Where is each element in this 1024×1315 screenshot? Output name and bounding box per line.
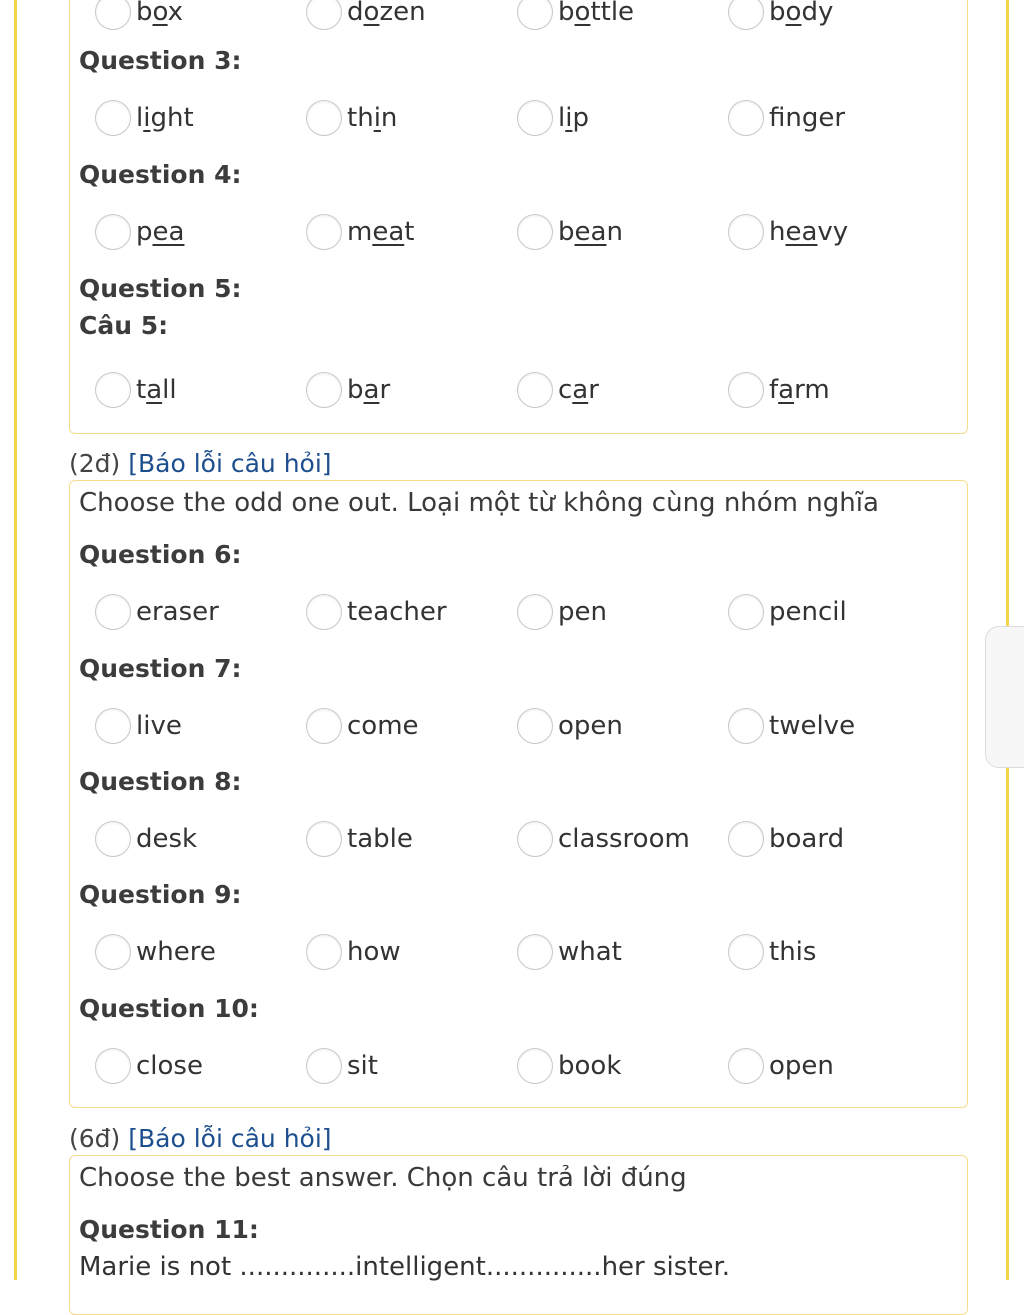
q5-option-a[interactable] bbox=[95, 370, 177, 410]
option-label: pen bbox=[558, 597, 607, 627]
section-2-instruction: Choose the odd one out. Loại một từ không cùng nhóm nghĩa bbox=[79, 488, 879, 518]
q4-option-b[interactable] bbox=[306, 212, 414, 252]
radio-button[interactable] bbox=[517, 934, 553, 970]
option-label: book bbox=[558, 1051, 622, 1081]
radio-button[interactable] bbox=[95, 0, 131, 30]
option-label: live bbox=[136, 711, 182, 741]
q2-option-c[interactable] bbox=[517, 0, 634, 32]
q10-option-a[interactable] bbox=[95, 1046, 203, 1086]
radio-button[interactable] bbox=[517, 708, 553, 744]
radio-button[interactable] bbox=[728, 708, 764, 744]
option-label: come bbox=[347, 711, 419, 741]
radio-button[interactable] bbox=[95, 1048, 131, 1084]
radio-button[interactable] bbox=[306, 0, 342, 30]
q7-option-b[interactable] bbox=[306, 706, 419, 746]
q6-option-b[interactable] bbox=[306, 592, 447, 632]
option-label: bar bbox=[347, 375, 391, 405]
question-3-title: Question 3: bbox=[79, 46, 242, 75]
side-drawer-handle[interactable] bbox=[985, 626, 1024, 768]
q3-option-d[interactable] bbox=[728, 98, 845, 138]
radio-button[interactable] bbox=[95, 100, 131, 136]
q2-option-b[interactable] bbox=[306, 0, 426, 32]
q7-option-d[interactable] bbox=[728, 706, 855, 746]
q5-option-c[interactable] bbox=[517, 370, 599, 410]
radio-button[interactable] bbox=[517, 100, 553, 136]
option-label: what bbox=[558, 937, 622, 967]
option-label: eraser bbox=[136, 597, 219, 627]
radio-button[interactable] bbox=[517, 1048, 553, 1084]
option-label: twelve bbox=[769, 711, 856, 741]
radio-button[interactable] bbox=[306, 821, 342, 857]
q9-option-d[interactable] bbox=[728, 932, 816, 972]
section-2-header bbox=[69, 449, 332, 478]
option-label: finger bbox=[769, 103, 846, 133]
radio-button[interactable] bbox=[728, 1048, 764, 1084]
q8-option-a[interactable] bbox=[95, 819, 197, 859]
q8-option-b[interactable] bbox=[306, 819, 413, 859]
option-label: classroom bbox=[558, 824, 690, 854]
radio-button[interactable] bbox=[728, 372, 764, 408]
option-label: where bbox=[136, 937, 216, 967]
q9-option-c[interactable] bbox=[517, 932, 622, 972]
report-error-link[interactable]: [Báo lỗi câu hỏi] bbox=[128, 1124, 332, 1153]
q10-option-c[interactable] bbox=[517, 1046, 621, 1086]
question-9-title: Question 9: bbox=[79, 880, 242, 909]
question-5-title: Question 5: bbox=[79, 274, 242, 303]
radio-button[interactable] bbox=[95, 934, 131, 970]
radio-button[interactable] bbox=[728, 594, 764, 630]
question-4-title: Question 4: bbox=[79, 160, 242, 189]
option-label: body bbox=[769, 0, 834, 27]
option-label: box bbox=[136, 0, 184, 27]
question-8-title: Question 8: bbox=[79, 767, 242, 796]
option-label: how bbox=[347, 937, 401, 967]
radio-button[interactable] bbox=[517, 372, 553, 408]
q5-option-b[interactable] bbox=[306, 370, 390, 410]
section-3-header bbox=[69, 1124, 332, 1153]
option-label: table bbox=[347, 824, 413, 854]
q3-option-b[interactable] bbox=[306, 98, 397, 138]
q2-option-a[interactable] bbox=[95, 0, 183, 32]
q8-option-c[interactable] bbox=[517, 819, 690, 859]
radio-button[interactable] bbox=[95, 594, 131, 630]
radio-button[interactable] bbox=[728, 214, 764, 250]
q6-option-d[interactable] bbox=[728, 592, 847, 632]
question-7-title: Question 7: bbox=[79, 654, 242, 683]
radio-button[interactable] bbox=[95, 214, 131, 250]
option-label: teacher bbox=[347, 597, 447, 627]
radio-button[interactable] bbox=[517, 0, 553, 30]
left-frame-border bbox=[14, 0, 17, 1280]
q4-option-d[interactable] bbox=[728, 212, 848, 252]
option-label: sit bbox=[347, 1051, 378, 1081]
option-label: light bbox=[136, 103, 194, 133]
option-label: desk bbox=[136, 824, 198, 854]
points-label: (6đ) bbox=[69, 1124, 121, 1153]
option-label: meat bbox=[347, 217, 415, 247]
q2-option-d[interactable] bbox=[728, 0, 833, 32]
question-11-title: Question 11: bbox=[79, 1215, 259, 1244]
q6-option-c[interactable] bbox=[517, 592, 607, 632]
q7-option-c[interactable] bbox=[517, 706, 623, 746]
radio-button[interactable] bbox=[306, 214, 342, 250]
radio-button[interactable] bbox=[95, 372, 131, 408]
option-label: farm bbox=[769, 375, 830, 405]
q6-option-a[interactable] bbox=[95, 592, 219, 632]
radio-button[interactable] bbox=[306, 100, 342, 136]
q4-option-c[interactable] bbox=[517, 212, 623, 252]
option-label: thin bbox=[347, 103, 398, 133]
section-3-instruction: Choose the best answer. Chọn câu trả lời đúng bbox=[79, 1163, 687, 1193]
option-label: close bbox=[136, 1051, 203, 1081]
radio-button[interactable] bbox=[306, 708, 342, 744]
q9-option-a[interactable] bbox=[95, 932, 216, 972]
option-label: car bbox=[558, 375, 599, 405]
radio-button[interactable] bbox=[95, 708, 131, 744]
radio-button[interactable] bbox=[728, 934, 764, 970]
radio-button[interactable] bbox=[517, 821, 553, 857]
question-11-sentence: Marie is not ..............intelligent..............her sister. bbox=[79, 1252, 731, 1282]
question-6-title: Question 6: bbox=[79, 540, 242, 569]
points-label: (2đ) bbox=[69, 449, 121, 478]
option-label: open bbox=[558, 711, 623, 741]
q10-option-b[interactable] bbox=[306, 1046, 378, 1086]
option-label: pea bbox=[136, 217, 185, 247]
question-5-subtitle: Câu 5: bbox=[79, 311, 169, 340]
option-label: open bbox=[769, 1051, 834, 1081]
radio-button[interactable] bbox=[95, 821, 131, 857]
q5-option-d[interactable] bbox=[728, 370, 830, 410]
radio-button[interactable] bbox=[728, 0, 764, 30]
radio-button[interactable] bbox=[728, 821, 764, 857]
q7-option-a[interactable] bbox=[95, 706, 182, 746]
option-label: heavy bbox=[769, 217, 849, 247]
q9-option-b[interactable] bbox=[306, 932, 401, 972]
option-label: pencil bbox=[769, 597, 847, 627]
report-error-link[interactable]: [Báo lỗi câu hỏi] bbox=[128, 449, 332, 478]
option-label: bean bbox=[558, 217, 623, 247]
option-label: this bbox=[769, 937, 817, 967]
q10-option-d[interactable] bbox=[728, 1046, 834, 1086]
radio-button[interactable] bbox=[517, 214, 553, 250]
radio-button[interactable] bbox=[728, 100, 764, 136]
radio-button[interactable] bbox=[306, 372, 342, 408]
radio-button[interactable] bbox=[306, 934, 342, 970]
option-label: tall bbox=[136, 375, 177, 405]
option-label: dozen bbox=[347, 0, 426, 27]
q3-option-c[interactable] bbox=[517, 98, 589, 138]
q4-option-a[interactable] bbox=[95, 212, 184, 252]
option-label: bottle bbox=[558, 0, 635, 27]
q8-option-d[interactable] bbox=[728, 819, 844, 859]
option-label: board bbox=[769, 824, 845, 854]
q3-option-a[interactable] bbox=[95, 98, 194, 138]
question-10-title: Question 10: bbox=[79, 994, 259, 1023]
radio-button[interactable] bbox=[517, 594, 553, 630]
option-label: lip bbox=[558, 103, 589, 133]
radio-button[interactable] bbox=[306, 594, 342, 630]
radio-button[interactable] bbox=[306, 1048, 342, 1084]
